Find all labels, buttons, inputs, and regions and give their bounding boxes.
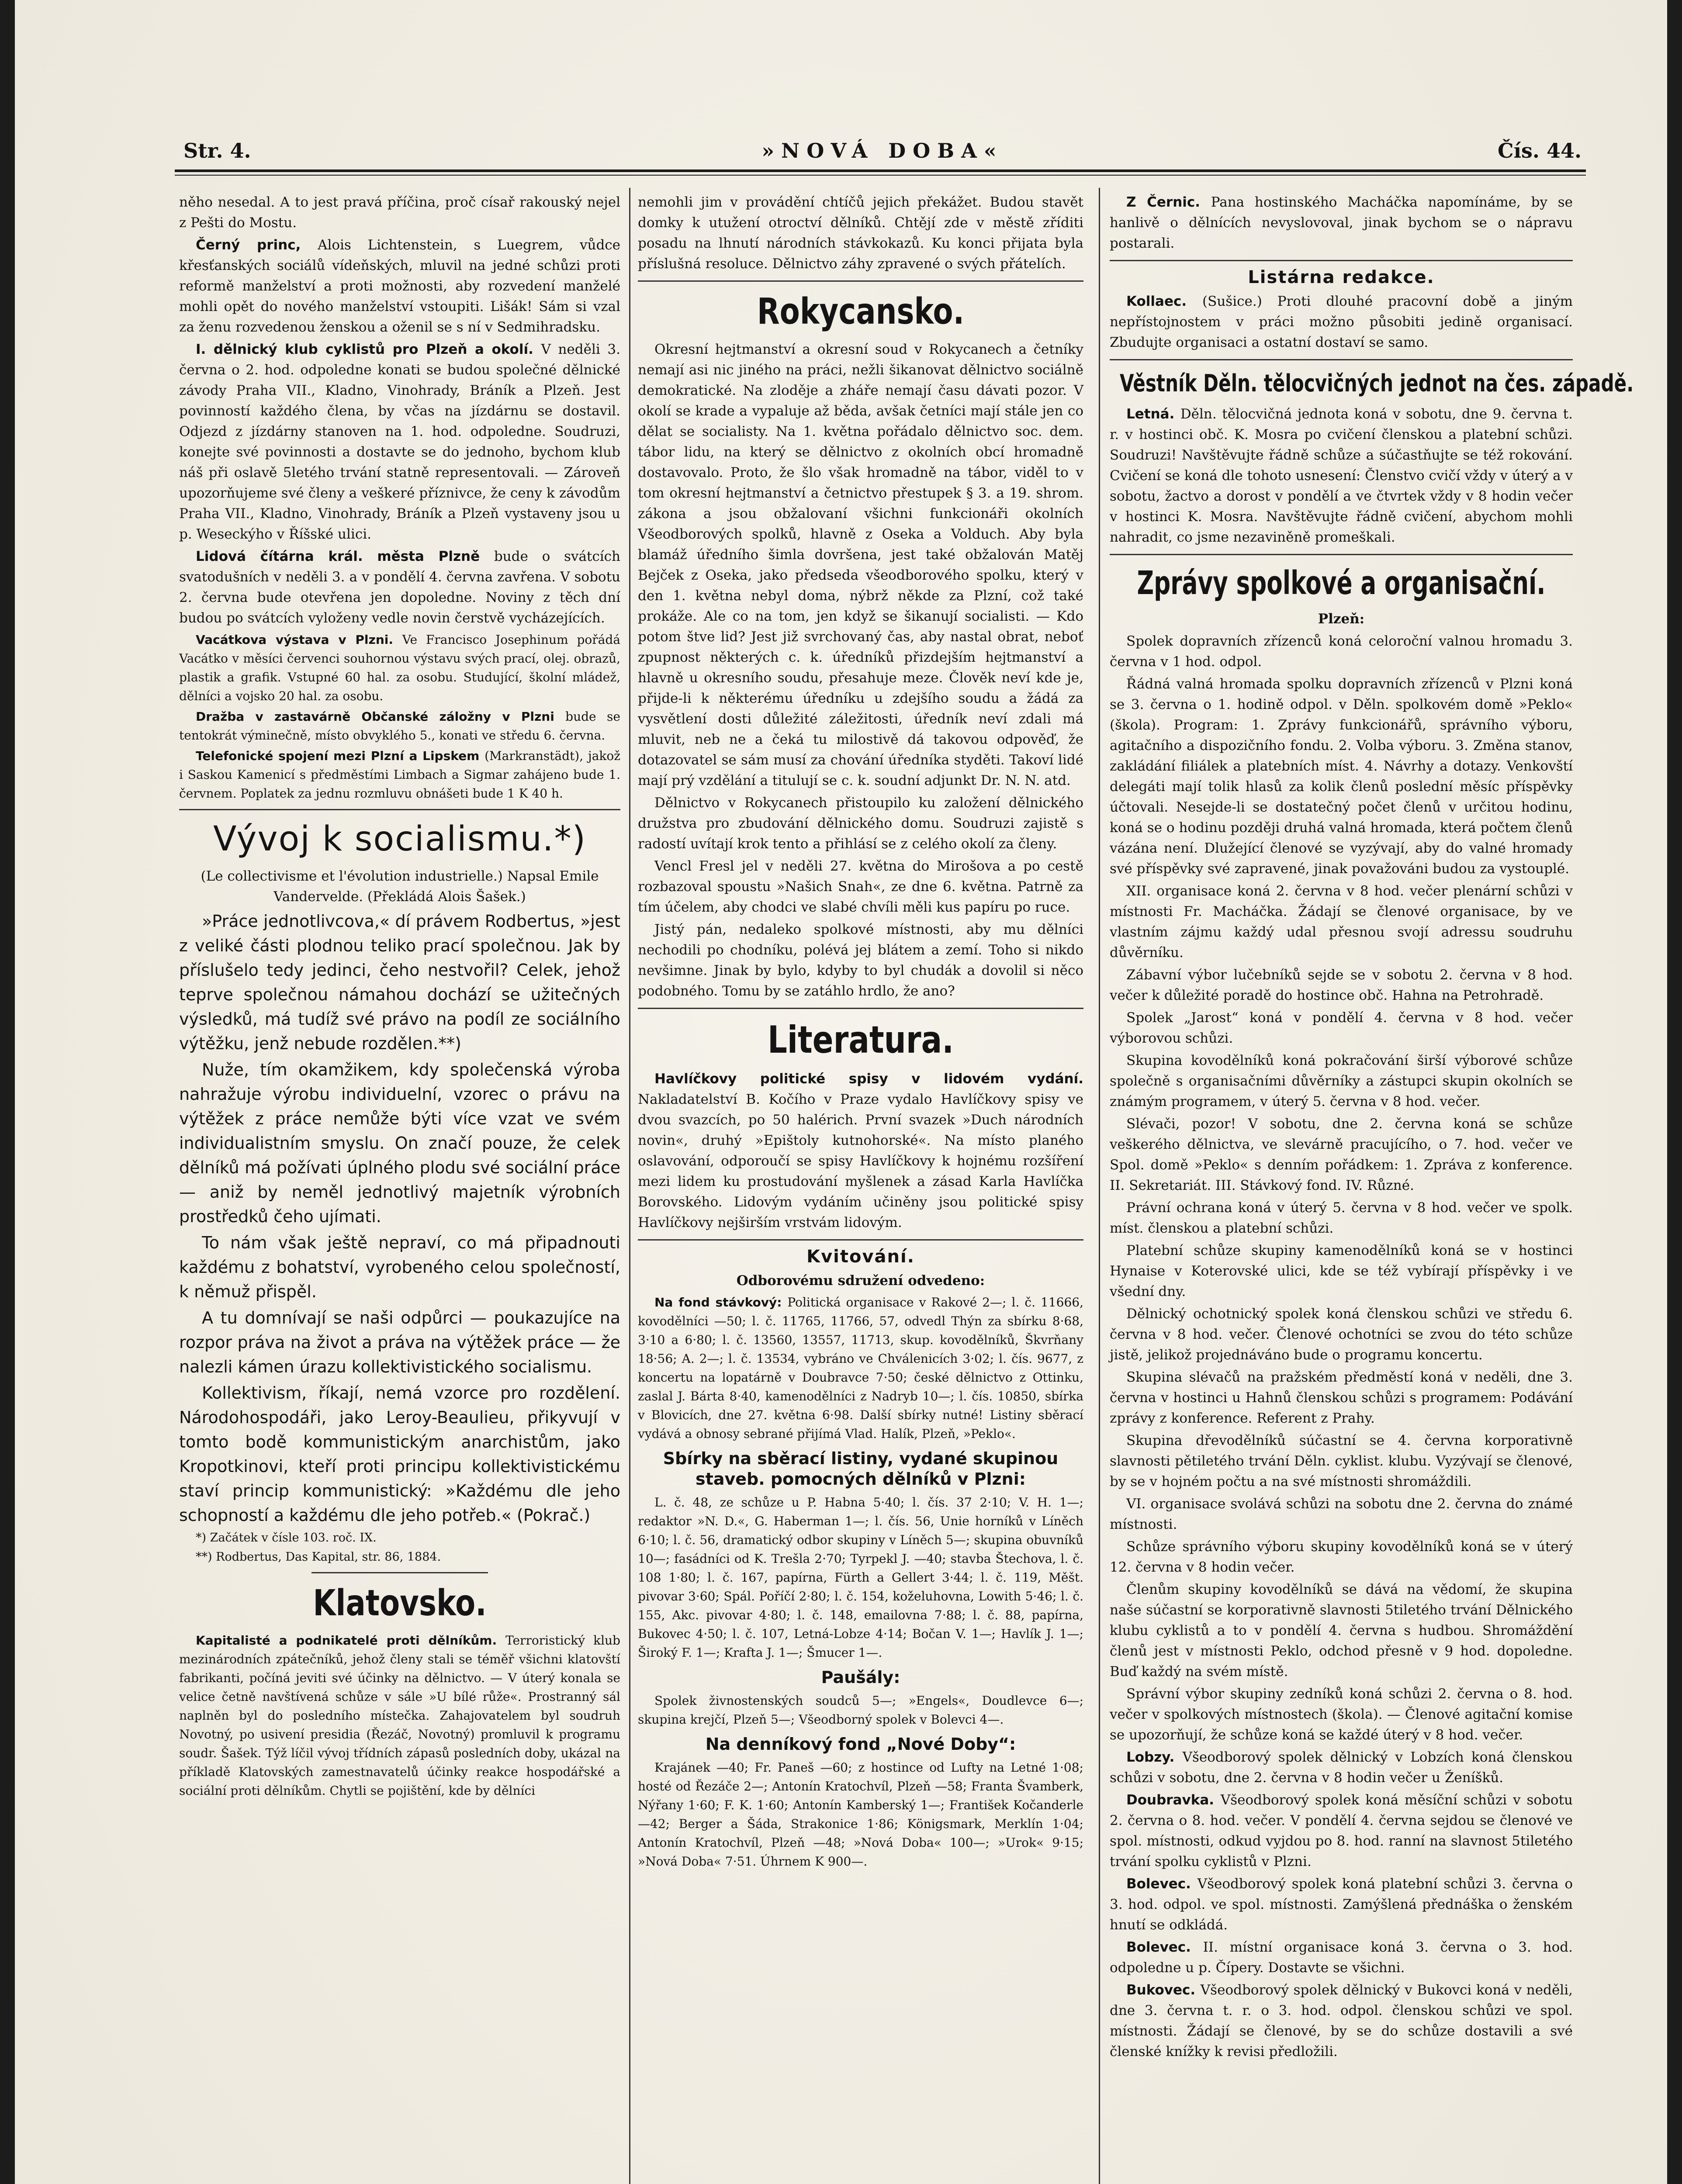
divider — [1110, 554, 1573, 555]
paragraph: něho nesedal. A to jest pravá příčina, proč císař rakouský nejel z Pešti do Mostu. — [179, 194, 620, 231]
paragraph: Skupina slévačů na pražském předměstí koná v neděli, dne 3. června v hostinci u Hahnů členskou schůzi s programem: Podávání zprávy z konference. Referent z Prahy. — [1110, 1369, 1573, 1427]
divider — [638, 280, 1083, 282]
paragraph: Právní ochrana koná v úterý 5. června v 8 hod. večer ve spolk. míst. členskou a platební schůzi. — [1110, 1200, 1573, 1237]
divider — [638, 1008, 1083, 1009]
paragraph: Kollaec. (Sušice.) Proti dlouhé pracovní době a jiným nepřístojnostem v práci možno působiti jedině organisací. Zbudujte organisaci a ostatní dostaví se samo. — [1110, 294, 1573, 350]
paragraph: Bolevec. Všeodborový spolek koná platební schůzi 3. června o 3. hod. odpol. ve spol. místnosti. Zamýšlená přednáška o ženském hnutí se odkládá. — [1110, 1876, 1573, 1933]
paragraph: Spolek „Jarost“ koná v pondělí 4. června v 8 hod. večer výborovou schůzi. — [1110, 1010, 1573, 1047]
paragraph: Vacátkova výstava v Plzni. Ve Francisco Josephinum pořádá Vacátko v měsíci červenci souhornou výstavu svých prací, olej. obrazů, plastik a grafik. Vstupné 60 hal. za osobu. Studující, školní mládež, dělníci a vojsko 20 hal. za osobu. — [179, 632, 620, 703]
paragraph: Nuže, tím okamžikem, kdy společenská výroba nahražuje výrobu individuelní, vzorec o právu na výtěžek z práce nemůže býti více vzat ve svém individualistním smyslu. On značí pouze, že celek dělníků má požívati úplného plodu své sociální práce — aniž by neměl jednotlivý majetník výrobních prostředků čeho ujímati. — [179, 1060, 620, 1226]
paragraph: Z Černic. Pana hostinského Macháčka napomínáme, by se hanlivě o dělnících nevyslovoval, jinak bychom se o nápravu postarali. — [1110, 194, 1573, 251]
paragraph: nemohli jim v provádění chtíčů jejich překážet. Budou stavět domky k utužení otroctví dělníků. Chtějí zde v městě zříditi posadu na lhnutí národních stávkokazů. Ku konci přijata byla příslušná resoluce. Dělnictvo záhy zpravené o svých přátelích. — [638, 194, 1083, 272]
subheading: Na denníkový fond „Nové Doby“: — [705, 1735, 1016, 1754]
paragraph: Telefonické spojení mezi Plzní a Lipskem (Markranstädt), jakož i Saskou Kamenicí s předměstími Limbach a Sigmar zahájeno bude 1. červnem. Poplatek za jednu rozmluvu obnášeti bude 1 K 40 h. — [179, 749, 620, 801]
paragraph: Krajánek —40; Fr. Paneš —60; z hostince od Lufty na Letné 1·08; hosté od Řezáče 2—; Antonín Kratochvíl, Plzeň —58; Franta Švamberk, Nýřany 1·60; F. K. 1·60; Antonín Kamberský 1—; František Kočanderle —42; Berger a Šáda, Strakonice 1·86; Königsmark, Merklín 1·04; Antonín Kratochvíl, Plzeň —48; »Nová Doba« 100—; »Urok« 9·15; »Nová Doba« 7·51. Úhrnem K 900—. — [638, 1760, 1083, 1869]
heading-zpravy: Zprávy spolkové a organisační. — [1137, 564, 1546, 602]
heading-klatovsko: Klatovsko. — [313, 1582, 487, 1624]
page-number: Str. 4. — [183, 139, 251, 162]
paragraph: Okresní hejtmanství a okresní soud v Rokycanech a četníky nemají asi nic jiného na práci, nežli šikanovat dělnictvo sociálně demokratické. Na zloděje a zháře nemají času dávati pozor. V okolí se krade a vypaluje až běda, avšak četníci mají stále jen co dělat se socialisty. Na 1. května pořádalo dělnictvo soc. dem. tábor lidu, na který se dělnictvo z okolních obcí hromadně dostavovalo. Proto, že šlo však hromadně na tábor, viděl to v tom okresní hejtmanství a četnictvo přestupek § 3. a 19. shrom. zákona a jsou obžalovaní všichni funkcionáři okolních Všeodborových spolků, hlavně z Oseka a Volduch. Aby byla blamáž úředního šimla dovršena, jest také obžalován Matěj Bejček z Oseka, jako předseda všeodborového spolku, který v den 1. května nebyl doma, nýbrž někde za Plzní, což také prokáže. Ale co na tom, jen když se šikanují socialisti. — Kdo potom štve lid? Jest již svrchovaný čas, aby nastal obrat, neboť zpupnost některých c. k. úředníků přizdejším hejtmanství a hlavně u okresního soudu, přesahuje meze. Člověk neví kde je, přijde-li k některému úředníku u zdejšího soudu a žádá za vysvětlení dosti důležité záležitosti, úředník neví zdali má mluvit, neb ne a čeká tu milostivě dá takovou odpověď, že dotazovatel se sám musí za chování úředníka styděti. Takoví lidé mají prý vzdělání a titulují se c. k. soudní adjunkt Dr. N. N. atd. — [638, 342, 1083, 789]
paragraph: Spolek živnostenských soudců 5—; »Engels«, Doudlevce 6—; skupina krejčí, Plzeň 5—; Všeodborný spolek v Bolevci 4—. — [638, 1693, 1083, 1727]
heading-listarna: Listárna redakce. — [1248, 267, 1435, 287]
footnote: *) Začátek v čísle 103. roč. IX. — [196, 1531, 377, 1545]
paragraph: Spolek dopravních zřízenců koná celoroční valnou hromadu 3. června v 1 hod. odpol. — [1110, 633, 1573, 670]
scan-edge-left — [0, 0, 15, 2184]
column-divider — [629, 188, 630, 2184]
divider — [638, 1239, 1083, 1241]
paragraph: Dražba v zastavárně Občanské záložny v Plzni bude se tentokrát výminečně, místo obvyklého 5., konati ve středu 6. června. — [179, 709, 620, 743]
footnote: **) Rodbertus, Das Kapital, str. 86, 1884. — [196, 1550, 441, 1564]
paragraph: Řádná valná hromada spolku dopravních zřízenců v Plzni koná se 3. června o 1. hodině odpol. v Děln. spolkovém domě »Peklo« (škola). Program: 1. Zprávy funkcionářů, správního výboru, agitačního a dispozičního fondu. 2. Volba výboru. 3. Změna stanov, zakládání filiálek a platebních míst. 4. Návrhy a dotazy. Venkovští delegáti mají tolik hlasů za kolik členů poslední měsíc příspěvky účtovali. Nesejde-li se dostatečný počet členů v určitou hodinu, koná se o hodinu později druhá valná hromada, která počtem členů vázána není. Dlužející členové se vyzývají, aby do valné hromady své příspěvky své zapravené, jinak považováni budou za vystouplé. — [1110, 676, 1573, 877]
scan-edge-right — [1667, 0, 1682, 2184]
paragraph: Jistý pán, nedaleko spolkové místnosti, aby mu dělníci nechodili po chodníku, polévá jej blátem a zemí. Toho si nikdo nevšimne. Jinak by bylo, kdyby to byl chudák a dovolil si něco podobného. Tomu by se zatáhlo hrdlo, že ano? — [638, 922, 1083, 999]
paragraph: Havlíčkovy politické spisy v lidovém vydání. Nakladatelství B. Kočího v Praze vydalo Havlíčkovy spisy ve dvou svazcích, po 50 halérich. První svazek »Duch národních novin«, druhý »Epištoly kutnohorské«. Na místo planého oslavování, odporoučí se spisy Havlíčkovy k hojnému rozšíření mezi lidem ku prostudování myšlenek a zásad Karla Havlíčka Borovského. Lidovým vydáním učiněny jsou politické spisy Havlíčkovy nejširším vrstvám lidovým. — [638, 1071, 1083, 1231]
paragraph: Skupina dřevodělníků súčastní se 4. června korporativně slavnosti pětiletého trvání Děln. cyklist. klubu. Vyzývají se členové, by se v hojném počtu a na své místnosti shromáždili. — [1110, 1433, 1573, 1490]
article-body — [179, 909, 620, 1527]
subheading: Paušály: — [821, 1668, 900, 1687]
column-2 — [638, 192, 1083, 2184]
heading-vestnik: Věstník Děln. tělocvičných jednot na čes. západě. — [1120, 370, 1634, 397]
paragraph: Doubravka. Všeodborový spolek koná měsíční schůzi v sobotu 2. června o 8. hod. večer. V pondělí 4. června sejdou se členové ve spol. místnosti, odkud vyjdou po 8. hod. ranní na slavnost 5tiletého trvání spolku cyklistů v Plzni. — [1110, 1792, 1573, 1870]
page-header — [183, 131, 1582, 169]
divider — [1110, 260, 1573, 261]
paragraph: Slévači, pozor! V sobotu, dne 2. června koná se schůze veškerého dělnictva, ve slevárně pracujícího, o 7. hod. večer ve Spol. domě »Peklo« s denním pořádkem: 1. Zpráva z konference. II. Sekretariát. III. Stávkový fond. IV. Různé. — [1110, 1116, 1573, 1194]
paragraph: Bolevec. II. místní organisace koná 3. června o 3. hod. odpoledne u p. Čípery. Dostavte se všichni. — [1110, 1939, 1573, 1976]
paragraph: Letná. Děln. tělocvičná jednota koná v sobotu, dne 9. června t. r. v hostinci obč. K. Mosra po cvičení členskou a platební schůzi. Soudruzi! Navštěvujte řádně schůze a súčastňujte se též rokování. Cvičení se koná dle tohoto usnesení: Členstvo cvičí vždy v úterý a v sobotu, žactvo a dorost v pondělí a ve čtvrtek vždy v 8 hodin večer v hostinci K. Mosra. Navštěvujte řádně cvičení, abychom mohli nahradit, co jsme nezaviněně promeškali. — [1110, 406, 1573, 546]
subtitle: (Le collectivisme et l'évolution industrielle.) Napsal Emile Vandervelde. (Překládá Alois Šašek.) — [201, 868, 599, 905]
paragraph: A tu domnívají se naši odpůrci — poukazujíce na rozpor práva na život a práva na výtěžek práce — že nalezli kámen úrazu kollektivistického socialismu. — [179, 1308, 620, 1376]
column-1 — [179, 192, 620, 2184]
divider — [179, 809, 620, 810]
issue-number: Čís. 44. — [1497, 139, 1582, 162]
paragraph: Lidová čítárna král. města Plzně bude o svátcích svatodušních v neděli 3. a v pondělí 4. června zavřena. V sobotu 2. června bude otevřena jen dopoledne. Noviny z těch dní budou po svátcích vyloženy vedle novin čerstvě vycházejících. — [179, 549, 620, 626]
paragraph: Dělnictvo v Rokycanech přistoupilo ku založení dělnického družstva pro zbudování dělnického domu. Soudruzi zajistě s radostí uvítají krok tento a přihlásí se z celého okolí za členy. — [638, 795, 1083, 852]
header-rule — [175, 169, 1586, 172]
paragraph: Kapitalisté a podnikatelé proti dělníkům. Terroristický klub mezinárodních zpátečníků, jehož členy stali se téměř všichni klatovští fabrikanti, počíná jeviti své účinky na dělnictvo. — V úterý konala se velice četně navštívená schůze v sále »U bílé růže«. Prostranný sál naplněn byl do posledního místečka. Zahajovatelem byl soudruh Novotný, po usivení presidia (Řezáč, Novotný) promluvil k programu soudr. Šašek. Týž líčil vývoj třídních zápasů posledních doby, ukázal na příkladě Klatovských zamestnavatelů účinky reakce hospodářské a sociální proti dělníkům. Chytli se pojištění, kde by dělníci — [179, 1633, 620, 1798]
paragraph: Skupina kovodělníků koná pokračování širší výborové schůze společně s organisačními důvěrníky a zástupci skupin okolních se známým programem, v úterý 5. června v 8 hod. večer. — [1110, 1053, 1573, 1110]
heading-literatura: Literatura. — [767, 1018, 954, 1062]
paragraph: Černý princ, Alois Lichtenstein, s Luegrem, vůdce křesťanských sociálů vídeňských, mluvil na jedné schůzi proti reformě manželství a proti možnosti, aby rozvedení manželé mohli opět do nového manželství vstoupiti. Lišák! Sám si vzal za ženu rozvedenou ženskou a oženil se s ní v Sedmihradsku. — [179, 237, 620, 335]
paragraph: Platební schůze skupiny kamenodělníků koná se v hostinci Hynaise v Koterovské ulici, kde se též vybírají příspěvky i ve všední dny. — [1110, 1243, 1573, 1300]
paragraph: I. dělnický klub cyklistů pro Plzeň a okolí. V neděli 3. června o 2. hod. odpoledne konati se budou společné dělnické závody Praha VII., Kladno, Vinohrady, Bráník a Plzeň. Jest povinností každého člena, by včas na jízdárnu se dostavil. Odjezd z jízdárny stanoven na 1. hod. odpoledne. Soudruzi, konejte své povinnosti a dostavte se do jednoho, bychom klub náš při oslavě 5letého trvání statně representovali. — Zároveň upozorňujeme své členy a veškeré příznivce, že ceny k závodům Praha VII., Kladno, Vinohrady, Bráník a Plzeň vystaveny jsou u p. Weseckýho v Říšské ulici. — [179, 342, 620, 542]
heading-kvitovani: Kvitování. — [806, 1247, 915, 1267]
paragraph: Vencl Fresl jel v neděli 27. května do Mirošova a po cestě rozbazoval spoustu »Našich Snah«, ze dne 6. května. Patrně za tím účelem, aby chodci ve slabé chvíli měli kus papíru po ruce. — [638, 858, 1083, 916]
divider — [311, 1572, 488, 1573]
paragraph: »Práce jednotlivcova,« dí právem Rodbertus, »jest z veliké části plodnou teliko prací společnou. Jak by příslušelo tedy jedinci, čeho nestvořil? Celek, jehož teprve společnou námahou dochází se užitečných výsledků, má tudíž své právo na podíl ze sociálního výtěžku, jenž nebude rozdělen.**) — [179, 911, 620, 1053]
paragraph: Správní výbor skupiny zedníků koná schůzi 2. června o 8. hod. večer v spolkových místnostech (škola). — Členové agitační komise se upozorňují, že schůze koná se každé úterý v 8 hod. večer. — [1110, 1686, 1573, 1743]
paragraph: Dělnický ochotnický spolek koná členskou schůzi ve středu 6. června v 8 hod. večer. Členové ochotníci se zvou do této schůze jistě, jelikož projednáváno bude o programu koncertu. — [1110, 1306, 1573, 1363]
subheading: Odborovému sdružení odvedeno: — [736, 1273, 985, 1289]
paragraph: Kollektivism, říkají, nemá vzorce pro rozdělení. Národohospodáři, jako Leroy-Beaulieu, přikyvují v tomto bodě kommunistickým anarchistům, jako Kropotkinovi, kteří proti principu kollektivistickému staví princip kommunistický: »Každému dle jeho schopností a každému dle jeho potřeb.« (Pokrač.) — [179, 1383, 620, 1525]
paragraph: XII. organisace koná 2. června v 8 hod. večer plenární schůzi v místnosti Fr. Macháčka. Žádají se členové organisace, by ve vlastním zájmu každý udal přesnou svojí adressu soudruhu důvěrníku. — [1110, 883, 1573, 961]
paragraph: Zábavní výbor lučebníků sejde se v sobotu 2. června v 8 hod. večer k důležité poradě do hostince obč. Hahna na Petrohradě. — [1110, 967, 1573, 1004]
header-rule-thin — [175, 175, 1586, 176]
paragraph: Lobzy. Všeodborový spolek dělnický v Lobzích koná členskou schůzi v sobotu, dne 2. června v 8 hodin večer u Ženíšků. — [1110, 1749, 1573, 1786]
column-3 — [1110, 192, 1634, 2184]
heading-rokycansko: Rokycansko. — [757, 291, 965, 332]
heading-vyvoj: Vývoj k socialismu.*) — [213, 819, 587, 859]
paragraph: To nám však ještě nepraví, co má připadnouti každému z bohatství, vyrobeného celou společností, k němuž přispěl. — [179, 1233, 620, 1301]
paragraph: Schůze správního výboru skupiny kovodělníků koná se v úterý 12. června v 8 hodin večer. — [1110, 1539, 1573, 1576]
column-divider — [1099, 188, 1100, 2184]
divider — [1110, 359, 1573, 360]
subheading: Sbírky na sběrací listiny, vydané skupinou staveb. pomocných dělníků v Plzni: — [663, 1449, 1059, 1489]
paragraph: Bukovec. Všeodborový spolek dělnický v Bukovci koná v neděli, dne 3. června t. r. o 3. hod. odpol. členskou schůzi ve spol. místnosti. Žádají se členové, by se do schůze dostavili a své členské knížky k revisi předložili. — [1110, 1982, 1573, 2060]
paragraph: Členům skupiny kovodělníků se dává na vědomí, že skupina naše súčastní se korporativně slavnosti 5tiletého trvání Dělnického klubu cyklistů a to v pondělí 4. června s hudbou. Shromáždění členů jest v místnosti Peklo, odchod přesně v 9 hod. dopoledne. Buď každý na svém místě. — [1110, 1582, 1573, 1680]
paragraph: VI. organisace svolává schůzi na sobotu dne 2. června do známé místnosti. — [1110, 1496, 1573, 1533]
subheading: Plzeň: — [1318, 611, 1365, 627]
paragraph: Na fond stávkový: Politická organisace v Rakové 2—; l. č. 11666, kovodělníci —50; l. č. 11765, 11766, 57, odvedl Thýn za sbírku 8·68, 3·10 a 6·80; l. č. 13560, 13557, 11713, skup. kovodělníků, Škvrňany 18·56; A. 2—; l. č. 13534, vybráno ve Chválenicích 3·02; l. čís. 9677, z koncertu na lopatárně v Doubravce 7·50; české dělnictvo z Ottinku, zaslal J. Bárta 8·40, kamenodělníci z Nadryb 10—; l. čís. 10850, sbírka v Blovicích, dne 27. května 6·98. Další sbírky nutné! Listiny sběrací vydává a obnosy sebrané přijímá Vlad. Halík, Plzeň, »Peklo«. — [638, 1295, 1083, 1441]
masthead-title: »NOVÁ DOBA« — [761, 139, 1004, 162]
paragraph: L. č. 48, ze schůze u P. Habna 5·40; l. čís. 37 2·10; V. H. 1—; redaktor »N. D.«, G. Haberman 1—; l. čís. 56, Unie horníků v Líněch 6·10; l. č. 56, dramatický odbor skupiny v Líněch 5—; skupina obuvníků 10—; fasádníci od K. Trešla 2·70; Tyrpekl J. —40; stavba Štechova, l. č. 108 1·80; l. č. 167, papírna, Fürth a Gellert 3·44; l. č. 119, Měšt. pivovar 3·60; Spál. Poříčí 2·80; l. č. 154, koželuhovna, Lowith 5·46; l. č. 155, Akc. pivovar 4·80; l. č. 148, emailovna 7·88; l. č. 88, papírna, Bukovec 4·50; l. č. 107, Letná-Lobze 4·14; Bočan V. 1—; Havlík J. 1—; Široký F. 1—; Krafta J. 1—; Šmucer 1—. — [638, 1495, 1083, 1660]
